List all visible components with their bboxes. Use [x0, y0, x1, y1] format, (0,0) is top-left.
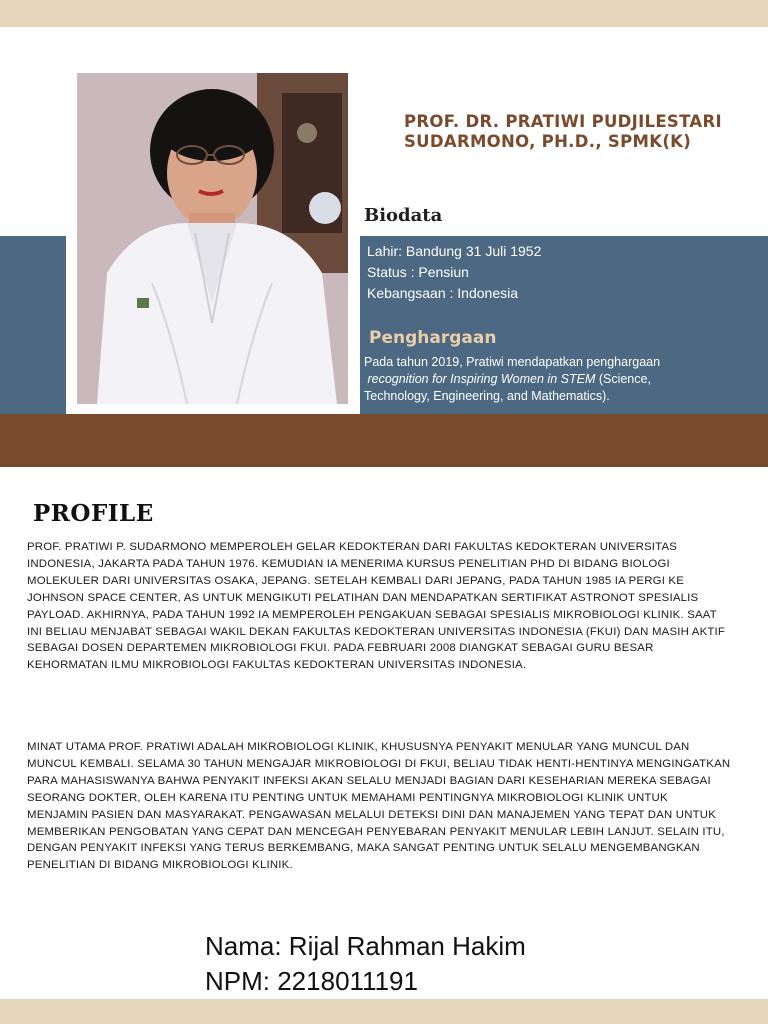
award-title-italic: recognition for Inspiring Women in STEM [367, 372, 596, 386]
portrait-photo [77, 73, 348, 404]
top-decor-bar [0, 0, 768, 27]
person-name-heading [404, 112, 744, 152]
accent-band [0, 414, 768, 467]
profile-paragraph-2: MINAT UTAMA PROF. PRATIWI ADALAH MIKROBIOLOGI KLINIK, KHUSUSNYA PENYAKIT MENULAR YANG MUNCUL DAN MUNCUL KEMBALI. SELAMA 30 TAHUN MENGAJAR MIKROBIOLOGI DI FKUI, BELIAU TIDAK HENTI-HENTINYA MENGINGATKAN PARA MAHASISWANYA BAHWA PENYAKIT INFEKSI AKAN SELALU MENJADI BAGIAN DARI KESEHARIAN MEREKA SEBAGAI SEORANG DOKTER, OLEH KARENA ITU PENTING UNTUK MEMAHAMI PENTINGNYA MIKROBIOLOGI KLINIK UNTUK MENJAMIN PASIEN DAN MASYARAKAT. PENGAWASAN MELALUI DETEKSI DINI DAN MANAJEMEN YANG TEPAT DAN UNTUK MEMBERIKAN PENGOBATAN YANG CEPAT DAN MENCEGAH PENYEBARAN PENYAKIT MENULAR LEBIH LANJUT. SELAIN ITU, DENGAN PENYAKIT INFEKSI YANG TERUS BERKEMBANG, MAKA SANGAT PENTING UNTUK SELALU MENGEMBANGKAN PENELITIAN DI BIDANG MIKROBIOLOGI KLINIK. [27, 741, 731, 872]
profile-paragraph-1: PROF. PRATIWI P. SUDARMONO MEMPEROLEH GELAR KEDOKTERAN DARI FAKULTAS KEDOKTERAN UNIVERSITAS INDONESIA, JAKARTA PADA TAHUN 1976. KEMUDIAN IA MENERIMA KURSUS PENELITIAN PHD DI BIDANG BIOLOGI MOLEKULER DARI UNIVERSITAS OSAKA, JEPANG. SETELAH KEMBALI DARI JEPANG, PADA TAHUN 1985 IA PERGI KE JOHNSON SPACE CENTER, AS UNTUK MENGIKUTI PELATIHAN DAN MENDAPATKAN SERTIFIKAT ASTRONOT SPESIALIS PAYLOAD. AKHIRNYA, PADA TAHUN 1992 IA MEMPEROLEH PENGAKUAN SEBAGAI SPESIALIS MIKROBIOLOGI KLINIK. SAAT INI BELIAU MENJABAT SEBAGAI WAKIL DEKAN FAKULTAS KEDOKTERAN UNIVERSITAS INDONESIA (FKUI) DAN MASIH AKTIF SEBAGAI DOSEN DEPARTEMEN MIKROBIOLOGI FKUI. PADA FEBRUARI 2008 DIANGKAT SEBAGAI GURU BESAR KEHORMATAN ILMU MIKROBIOLOGI FAKULTAS KEDOKTERAN UNIVERSITAS INDONESIA. [27, 541, 726, 672]
award-text [364, 354, 759, 405]
award-line3: Technology, Engineering, and Mathematics). [364, 389, 610, 403]
person-name-line1: PROF. DR. PRATIWI PUDJILESTARI [404, 112, 722, 131]
bottom-decor-bar [0, 999, 768, 1024]
award-line2-rest: (Science, [595, 372, 651, 386]
author-npm: NPM: 2218011191 [205, 966, 418, 996]
profile-heading: PROFILE [33, 500, 154, 527]
award-heading: Penghargaan [369, 328, 497, 348]
biodata-lahir: Lahir: Bandung 31 Juli 1952 [367, 243, 542, 259]
biodata-status: Status : Pensiun [367, 264, 469, 280]
biodata-list [367, 241, 757, 304]
author-name: Nama: Rijal Rahman Hakim [205, 931, 526, 961]
biodata-heading: Biodata [364, 205, 443, 226]
author-info [205, 929, 526, 999]
biodata-kebangsaan: Kebangsaan : Indonesia [367, 285, 519, 301]
award-line2 [364, 371, 759, 388]
person-name-line2: SUDARMONO, PH.D., SPMK(K) [404, 132, 692, 151]
award-line1: Pada tahun 2019, Pratiwi mendapatkan penghargaan [364, 355, 661, 369]
